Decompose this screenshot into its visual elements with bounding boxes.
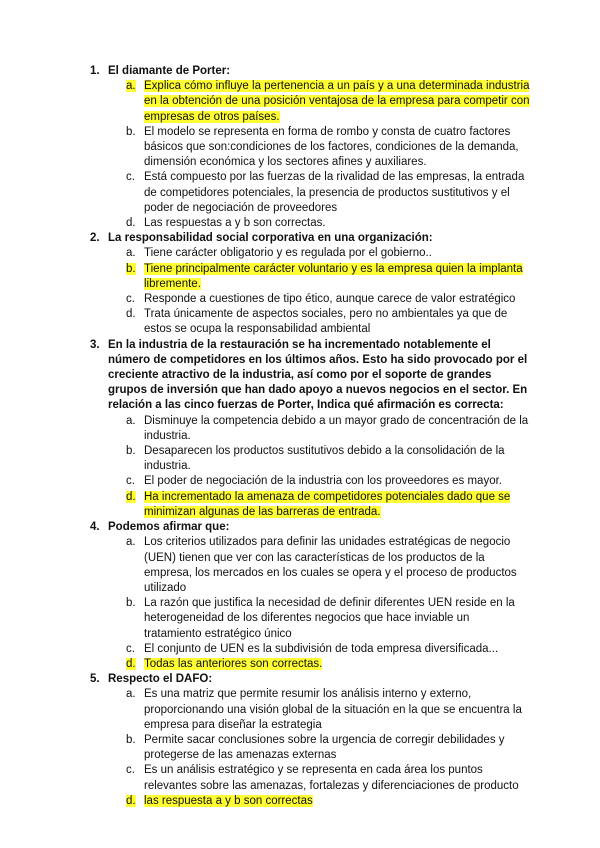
option-label: Es un análisis estratégico y se representa en cada área los puntos relevantes sobre las amenazas, fortalezas y diferenciaciones de producto [144, 764, 519, 792]
highlighted-answer: las respuesta a y b son correctas [144, 794, 313, 807]
question-number: 2. [90, 232, 100, 245]
option-text [144, 414, 530, 444]
option-text [144, 596, 530, 642]
option-letter [126, 79, 140, 94]
option-letter: c. [126, 171, 135, 184]
option-text [144, 246, 530, 261]
option-label: Desaparecen los productos sustitutivos debido a la consolidación de la industria. [144, 445, 505, 473]
option-label: El conjunto de UEN es la subdivisión de toda empresa diversificada... [144, 642, 499, 655]
question-number: 5. [90, 673, 100, 686]
option-letter: a. [126, 536, 136, 549]
highlighted-letter: d. [126, 657, 136, 670]
option-text [144, 794, 530, 809]
option-label: La razón que justifica la necesidad de definir diferentes UEN reside en la heterogeneidad de los diferentes negocios que hace inviable un tratamiento estratégico único [144, 597, 515, 640]
highlighted-letter: b. [126, 262, 136, 275]
quiz-document [0, 64, 600, 809]
highlighted-answer: Ha incrementado la amenaza de competidores potenciales dado que se minimizan algunas de las barreras de entrada. [144, 490, 511, 518]
option-text [144, 763, 530, 793]
option-letter [126, 794, 140, 809]
option-text [144, 79, 530, 125]
option-text [144, 125, 530, 171]
option-text [144, 642, 530, 657]
option-letter [126, 262, 140, 277]
answer-option [0, 596, 600, 642]
answer-option [0, 535, 600, 596]
option-letter [126, 657, 140, 672]
option-text [144, 170, 530, 216]
option-label: Tiene carácter obligatorio y es regulada por el gobierno.. [144, 247, 432, 260]
answer-option [0, 642, 600, 657]
question-number: 3. [90, 338, 100, 351]
answer-option [0, 79, 600, 125]
option-letter: d. [126, 308, 136, 321]
option-label: Está compuesto por las fuerzas de la rivalidad de las empresas, la entrada de competidores potenciales, la presencia de productos sustitutivos y el poder de negociación de proveedores [144, 171, 525, 214]
option-label: Responde a cuestiones de tipo ético, aunque carece de valor estratégico [144, 293, 516, 306]
option-letter: b. [126, 597, 136, 610]
question-1 [0, 64, 600, 231]
option-letter: b. [126, 733, 136, 746]
option-letter: c. [126, 293, 135, 306]
option-letter: c. [126, 642, 135, 655]
answer-option [0, 733, 600, 763]
answer-option [0, 414, 600, 444]
option-letter [126, 490, 140, 505]
option-text [144, 474, 530, 489]
option-label: Las respuestas a y b son correctas. [144, 217, 326, 230]
highlighted-letter: d. [126, 490, 136, 503]
option-text [144, 444, 530, 474]
option-letter: a. [126, 414, 136, 427]
question-text: Respecto el DAFO: [108, 673, 213, 686]
option-label: El poder de negociación de la industria con los proveedores es mayor. [144, 475, 502, 488]
option-label: Los criterios utilizados para definir las unidades estratégicas de negocio (UEN) tienen que ver con las características de los productos de la empresa, los mercados en los cuales se opera y el proceso de productos utilizado [144, 536, 517, 594]
option-text [144, 216, 530, 231]
option-label: El modelo se representa en forma de rombo y consta de cuatro factores básicos que son:condiciones de los factores, condiciones de la demanda, dimensión económica y los sectores afines y auxiliares. [144, 125, 519, 169]
answer-option [0, 125, 600, 171]
option-letter: b. [126, 125, 136, 138]
option-text [144, 535, 530, 596]
question-number: 4. [90, 521, 100, 534]
question-2 [0, 231, 600, 337]
option-text [144, 307, 530, 337]
answer-option [0, 444, 600, 474]
question-text: Podemos afirmar que: [108, 521, 230, 534]
highlighted-letter: a. [126, 80, 136, 93]
highlighted-letter: d. [126, 794, 136, 807]
option-letter: c. [126, 764, 135, 777]
question-text: El diamante de Porter: [108, 65, 231, 77]
answer-option [0, 763, 600, 793]
option-text [144, 687, 530, 733]
answer-option [0, 262, 600, 292]
option-text [144, 262, 530, 292]
option-text [144, 657, 530, 672]
answer-option [0, 490, 600, 520]
answer-option [0, 657, 600, 672]
highlighted-answer: Todas las anteriores son correctas. [144, 657, 323, 670]
answer-option [0, 246, 600, 261]
option-label: Es una matriz que permite resumir los análisis interno y externo, proporcionando una visión global de la situación en la que se encuentra la empresa para diseñar la estrategia [144, 688, 522, 731]
option-letter: d. [126, 217, 136, 230]
highlighted-answer: Explica cómo influye la pertenencia a un país y a una determinada industria en la obtención de una posición ventajosa de la empresa para competir con empresas de otros países. [144, 80, 530, 123]
question-3 [0, 338, 600, 520]
answer-option [0, 170, 600, 216]
answer-option [0, 292, 600, 307]
option-letter: b. [126, 445, 136, 458]
option-text [144, 490, 530, 520]
option-text [144, 292, 530, 307]
answer-option [0, 216, 600, 231]
answer-option [0, 474, 600, 489]
question-text: En la industria de la restauración se ha incrementado notablemente el número de competidores en los últimos años. Esto ha sido provocado por el creciente atractivo de la industria, así como por el soporte de grandes grupos de inversión que han dado apoyo a nuevos negocios en el sector. En relación a las cinco fuerzas de Porter, Indica qué afirmación es correcta: [108, 338, 528, 412]
option-text [144, 733, 530, 763]
question-4 [0, 520, 600, 672]
option-label: Trata únicamente de aspectos sociales, pero no ambientales ya que de estos se ocupa la responsabilidad ambiental [144, 308, 508, 336]
option-letter: a. [126, 688, 136, 701]
option-label: Disminuye la competencia debido a un mayor grado de concentración de la industria. [144, 414, 529, 442]
answer-option [0, 687, 600, 733]
option-letter: a. [126, 247, 136, 260]
answer-option [0, 794, 600, 809]
option-label: Permite sacar conclusiones sobre la urgencia de corregir debilidades y protegerse de las amenazas externas [144, 733, 505, 762]
highlighted-answer: Tiene principalmente carácter voluntario y es la empresa quien la implanta libremente. [144, 262, 523, 290]
question-5 [0, 672, 600, 809]
answer-option [0, 307, 600, 337]
question-number: 1. [90, 65, 100, 77]
option-letter: c. [126, 475, 135, 488]
question-text: La responsabilidad social corporativa en una organización: [108, 232, 433, 245]
